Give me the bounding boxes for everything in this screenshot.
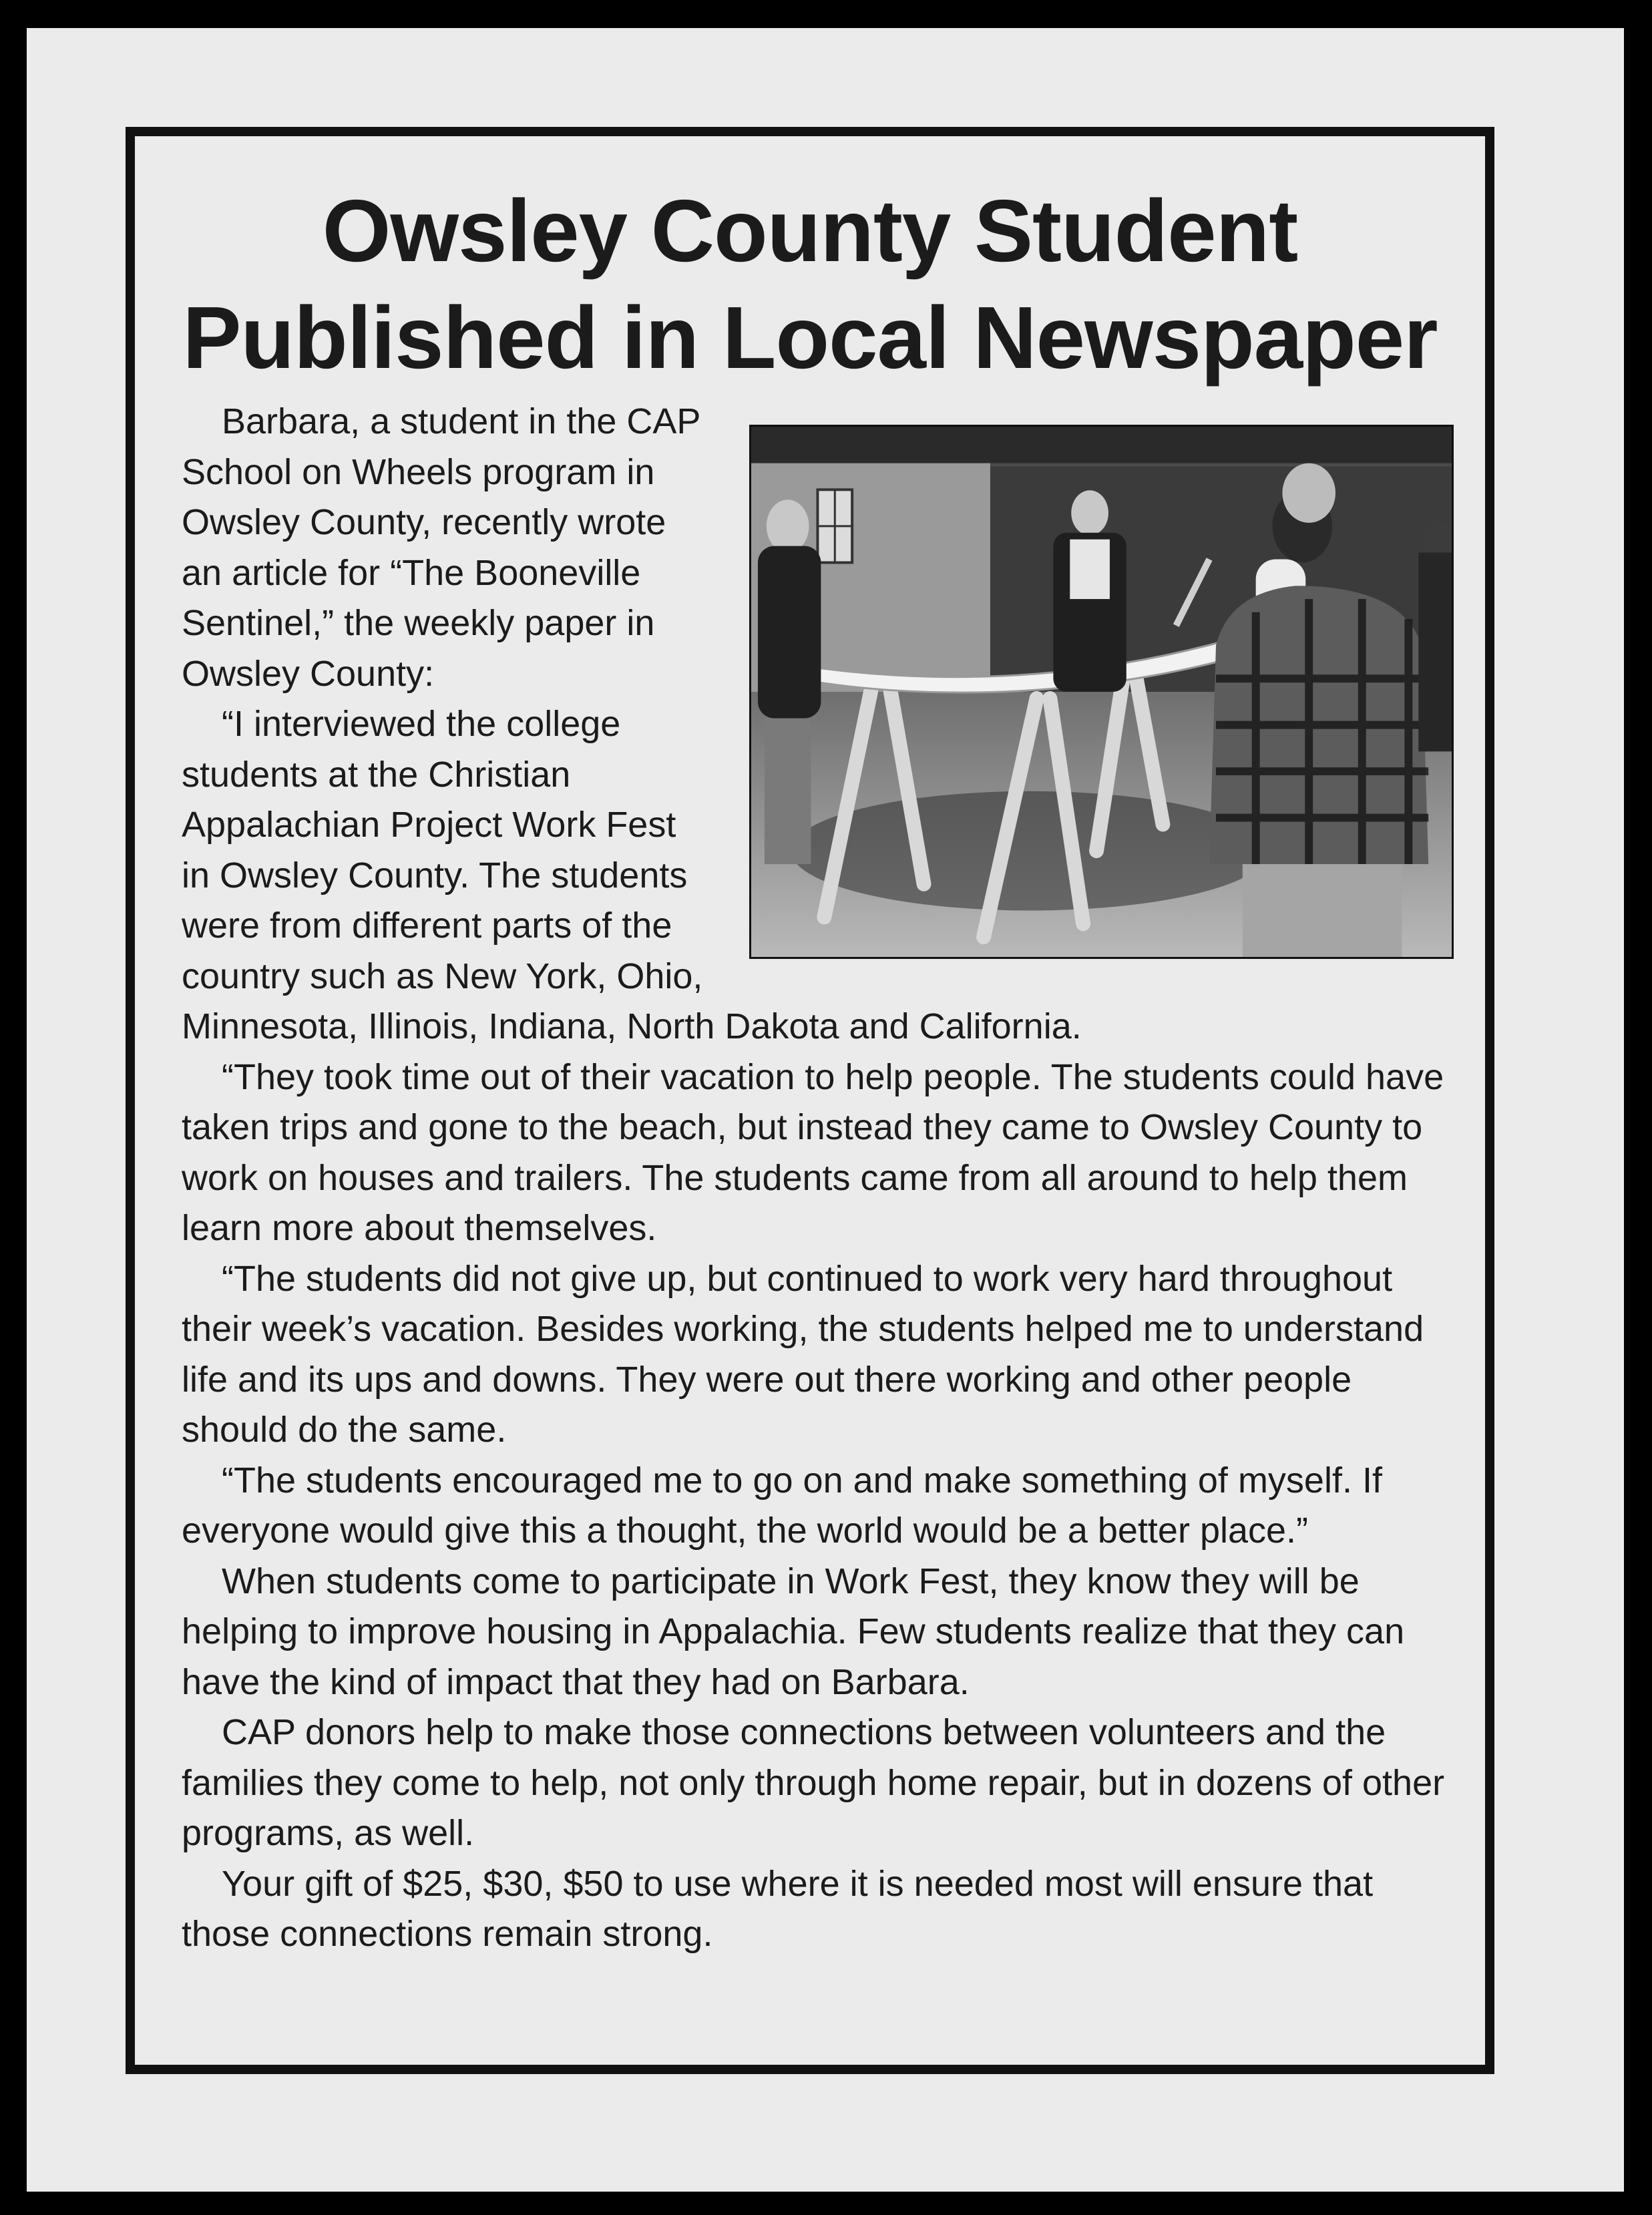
headline-line-2: Published in Local Newspaper	[182, 288, 1438, 387]
volunteers-photo	[751, 427, 1452, 957]
paragraph-2: “I interviewed the college students at the Christian Appalachian Project Work Fest in Owsley County. The students were from different parts of the country such as New York, Ohio, Minnesota, Illinois, Indiana, North Dakota and California.	[182, 704, 1082, 1046]
article-body	[182, 397, 1454, 1960]
paragraph-5: “The students encouraged me to go on and make something of myself. If everyone would give this a thought, the world would be a better place.”	[182, 1460, 1382, 1551]
article-frame	[126, 127, 1494, 2074]
article-headline	[135, 178, 1485, 391]
paragraph-6: When students come to participate in Work Fest, they know they will be helping to improve housing in Appalachia. Few students realize that they can have the kind of impact that they had on Barbara.	[182, 1561, 1405, 1702]
article-photo	[749, 425, 1454, 959]
paragraph-3: “They took time out of their vacation to help people. The students could have taken trips and gone to the beach, but instead they came to Owsley County to work on houses and trailers. The students came from all around to help them learn more about themselves.	[182, 1056, 1444, 1248]
paragraph-4: “The students did not give up, but continued to work very hard throughout their week’s vacation. Besides working, the students helped me to understand life and its ups and downs. They were out there working and other people should do the same.	[182, 1258, 1424, 1450]
paragraph-1: Barbara, a student in the CAP School on Wheels program in Owsley County, recently wrote an article for “The Booneville Sentinel,” the weekly paper in Owsley County:	[182, 401, 700, 694]
document-page	[27, 28, 1624, 2192]
paragraph-8: Your gift of $25, $30, $50 to use where it is needed most will ensure that those connections remain strong.	[182, 1863, 1374, 1954]
paragraph-7: CAP donors help to make those connections between volunteers and the families they come to help, not only through home repair, but in dozens of other programs, as well.	[182, 1712, 1445, 1853]
headline-line-1: Owsley County Student	[322, 182, 1298, 280]
